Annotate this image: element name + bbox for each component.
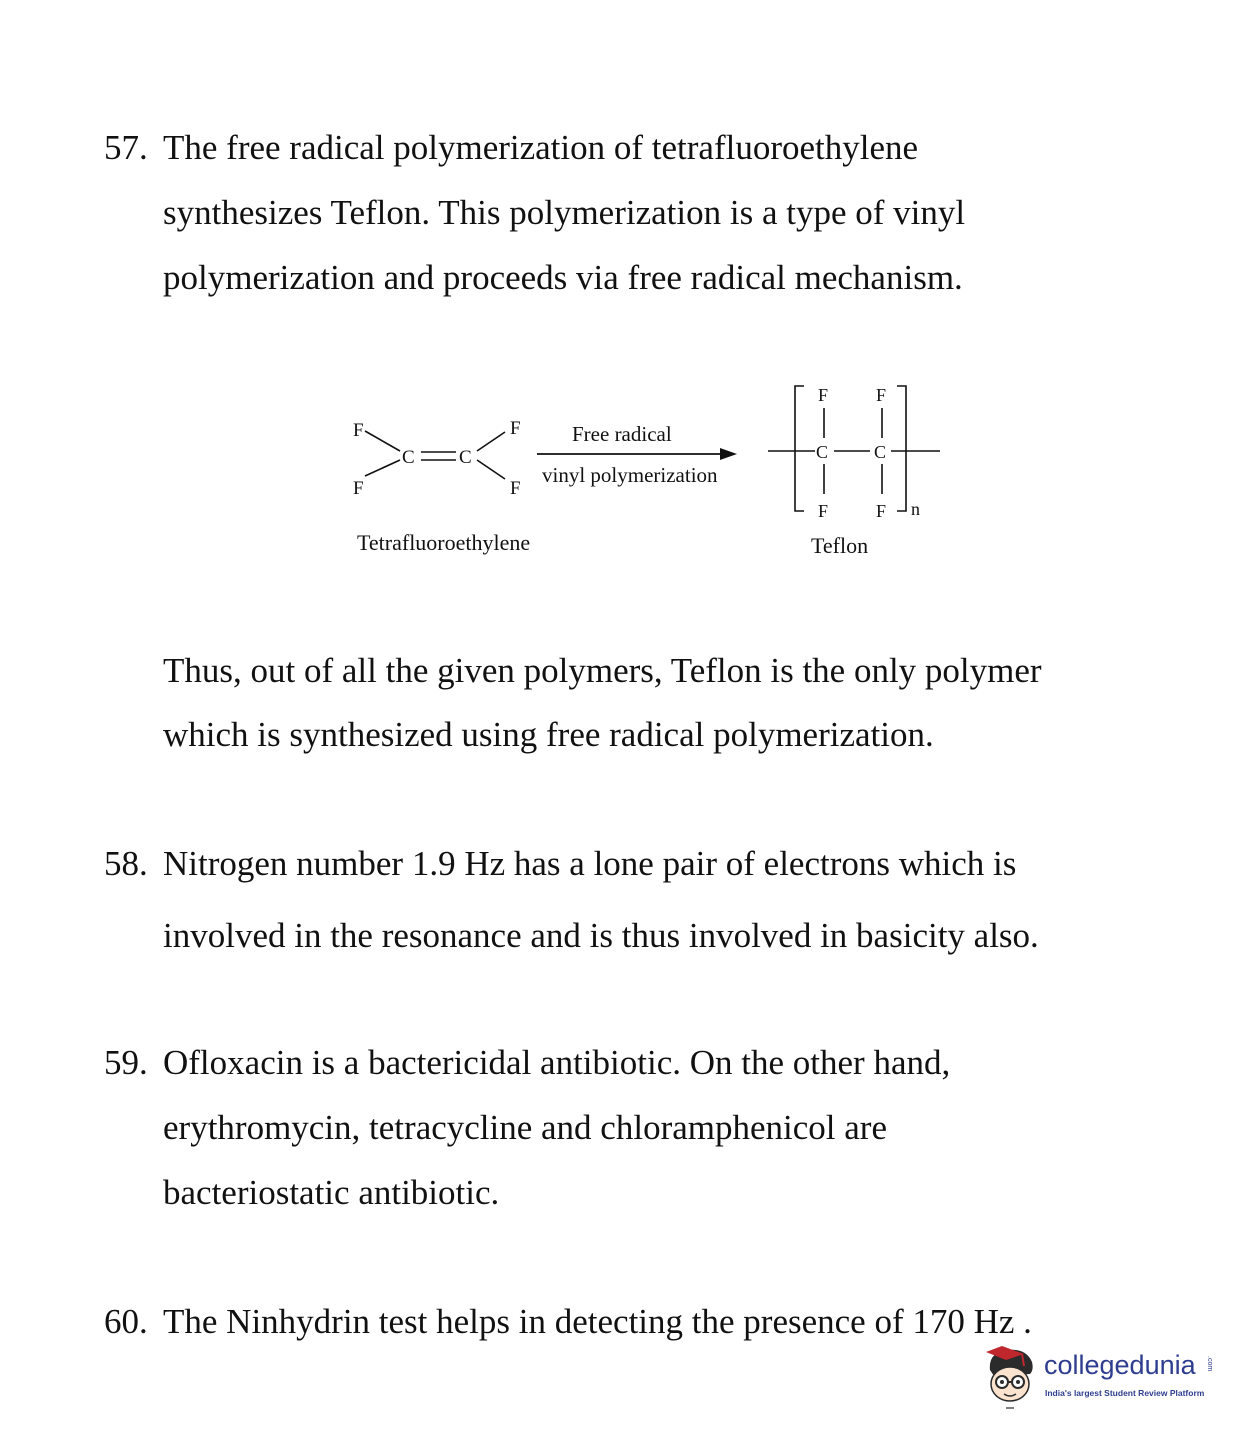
question-number: 59. [104, 1043, 148, 1082]
question-text-line: polymerization and proceeds via free radical mechanism. [163, 258, 963, 297]
logo-domain-suffix: .com [1206, 1356, 1213, 1372]
question-number: 57. [104, 128, 148, 167]
question-text-line: bacteriostatic antibiotic. [163, 1173, 500, 1212]
question-text-line: The Ninhydrin test helps in detecting the presence of 170 Hz . [163, 1302, 1032, 1341]
atom-label: F [510, 418, 521, 439]
atom-label: F [353, 420, 364, 441]
atom-label: F [510, 478, 521, 499]
question-text-line: erythromycin, tetracycline and chloramphenicol are [163, 1108, 887, 1147]
question-number: 58. [104, 844, 148, 883]
reaction-arrow [537, 448, 737, 460]
product-name: Teflon [811, 533, 869, 558]
logo-tagline: India's largest Student Review Platform [1045, 1388, 1205, 1398]
atom-label: C [816, 442, 829, 462]
atom-label: C [459, 447, 472, 468]
atom-label: F [818, 501, 829, 521]
question-text-line: Ofloxacin is a bactericidal antibiotic. On the other hand, [163, 1043, 951, 1082]
question-text-line: synthesizes Teflon. This polymerization is a type of vinyl [163, 193, 966, 232]
reactant-name: Tetrafluoroethylene [357, 530, 531, 555]
atom-label: C [874, 442, 887, 462]
mascot-icon [984, 1344, 1044, 1410]
teflon-structure [768, 386, 940, 511]
question-text-line: involved in the resonance and is thus involved in basicity also. [163, 916, 1039, 955]
question-text-line: Nitrogen number 1.9 Hz has a lone pair of electrons which is [163, 844, 1017, 883]
answer-text-line: which is synthesized using free radical polymerization. [163, 715, 934, 754]
arrow-label-bottom: vinyl polymerization [542, 463, 718, 487]
question-number: 60. [104, 1302, 148, 1341]
question-text-line: The free radical polymerization of tetrafluoroethylene [163, 128, 919, 167]
tetrafluoroethylene-structure [365, 431, 505, 479]
atom-label: F [353, 478, 364, 499]
answer-text-line: Thus, out of all the given polymers, Teflon is the only polymer [163, 651, 1042, 690]
reaction-scheme [0, 370, 1243, 570]
arrow-label-top: Free radical [572, 422, 672, 446]
logo-wordmark: collegedunia [1044, 1350, 1196, 1380]
atom-label: F [876, 385, 887, 405]
collegedunia-logo [984, 1342, 1224, 1414]
atom-label: F [818, 385, 829, 405]
atom-label: C [402, 447, 415, 468]
atom-label: F [876, 501, 887, 521]
subscript-n: n [911, 499, 920, 519]
